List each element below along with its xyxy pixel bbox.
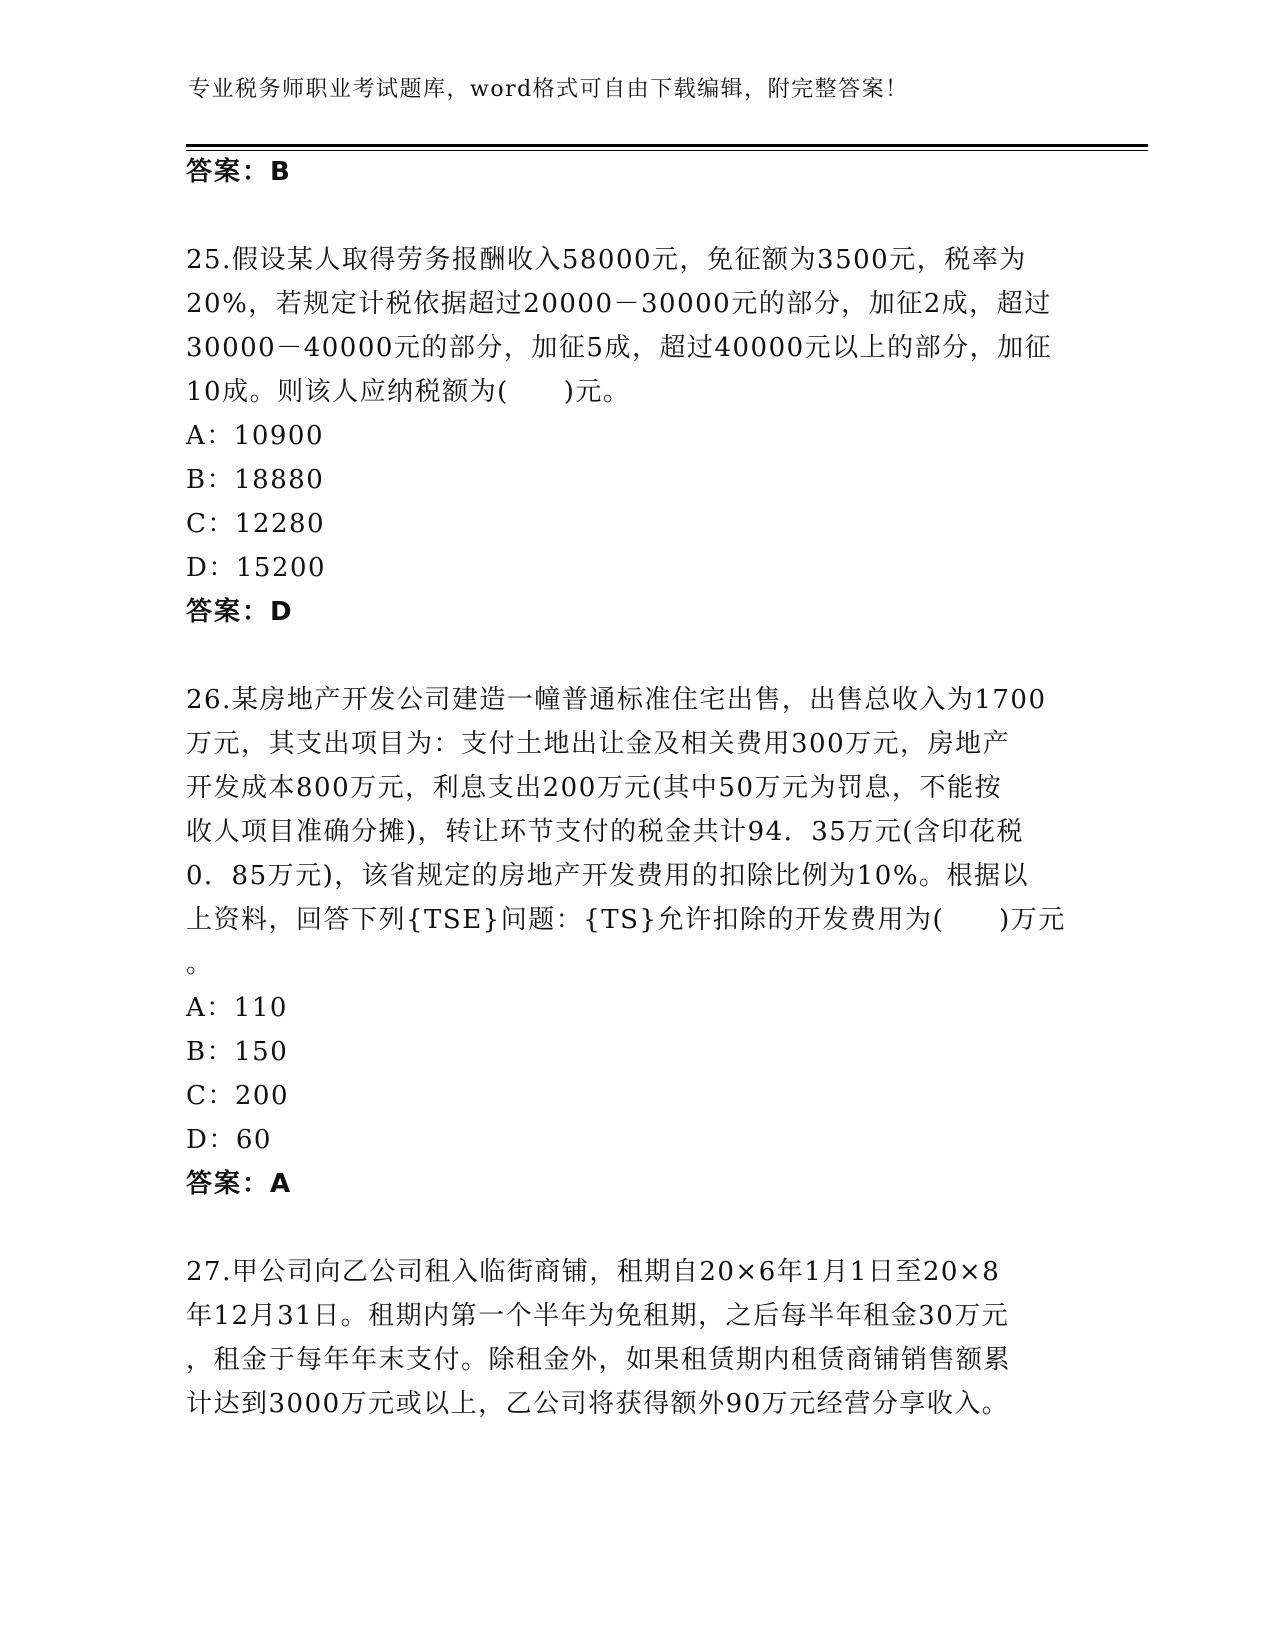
- option-c: C：12280: [186, 509, 326, 539]
- option-a: A：10900: [186, 421, 324, 451]
- question-text-line: 20%，若规定计税依据超过20000－30000元的部分，加征2成，超过: [186, 289, 1052, 319]
- answer-line: 答案：A: [186, 1169, 293, 1199]
- option-d: D：15200: [186, 553, 327, 583]
- question-text-line: 26.某房地产开发公司建造一幢普通标准住宅出售，出售总收入为1700: [186, 685, 1047, 715]
- option-a: A：110: [186, 993, 288, 1023]
- answer-line: 答案：D: [186, 597, 294, 627]
- question-text-line: 万元，其支出项目为：支付土地出让金及相关费用300万元，房地产: [186, 729, 1011, 759]
- header-divider-thick: [186, 144, 1148, 147]
- option-d: D：60: [186, 1125, 272, 1155]
- option-b: B：150: [186, 1037, 289, 1067]
- answer-line: 答案：B: [186, 157, 292, 187]
- question-text-line: 年12月31日。租期内第一个半年为免租期，之后每半年租金30万元: [186, 1301, 1010, 1331]
- header-divider-thin: [186, 150, 1148, 151]
- question-text-line: 25.假设某人取得劳务报酬收入58000元，免征额为3500元，税率为: [186, 245, 1027, 275]
- option-c: C：200: [186, 1081, 290, 1111]
- question-text-line: 27.甲公司向乙公司租入临街商铺，租期自20×6年1月1日至20×8: [186, 1257, 1001, 1287]
- question-text-line: 开发成本800万元，利息支出200万元(其中50万元为罚息，不能按: [186, 773, 1002, 803]
- option-b: B：18880: [186, 465, 325, 495]
- question-text-line: 上资料，回答下列{TSE}问题：{TS}允许扣除的开发费用为( )万元: [186, 905, 1066, 935]
- question-text-line: 0．85万元)，该省规定的房地产开发费用的扣除比例为10%。根据以: [186, 861, 1030, 891]
- question-text-line: 10成。则该人应纳税额为( )元。: [186, 377, 631, 407]
- question-text-line: 。: [186, 949, 214, 979]
- question-text-line: ，租金于每年年末支付。除租金外，如果租赁期内租赁商铺销售额累: [186, 1345, 1012, 1375]
- question-text-line: 30000－40000元的部分，加征5成，超过40000元以上的部分，加征: [186, 333, 1053, 363]
- question-text-line: 计达到3000万元或以上，乙公司将获得额外90万元经营分享收入。: [186, 1389, 1010, 1419]
- page-header: 专业税务师职业考试题库，word格式可自由下载编辑，附完整答案！: [188, 77, 909, 102]
- question-text-line: 收人项目准确分摊)，转让环节支付的税金共计94．35万元(含印花税: [186, 817, 1024, 847]
